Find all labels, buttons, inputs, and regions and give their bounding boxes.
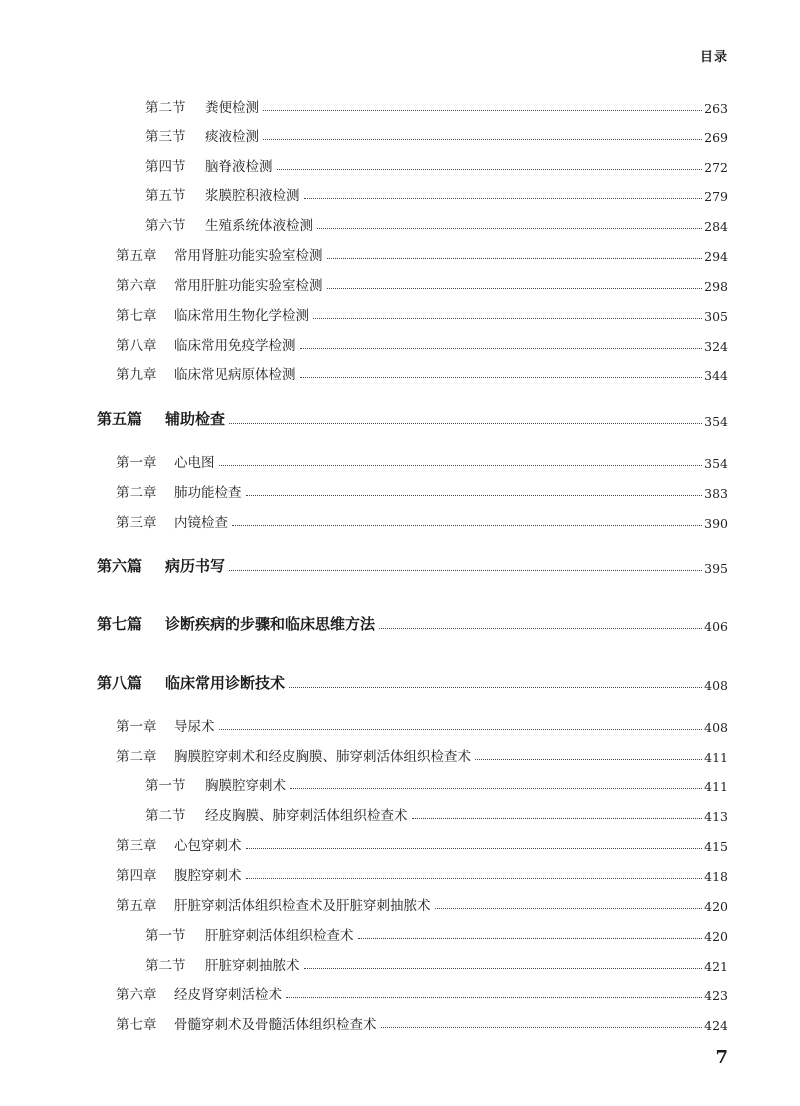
dot-leader: [358, 938, 703, 939]
toc-entry-page: 390: [704, 516, 728, 531]
toc-entry-label: 第七章: [116, 1017, 157, 1033]
toc-entry-page: 305: [704, 309, 728, 324]
dot-leader: [289, 687, 702, 688]
toc-entry-label: 第九章: [116, 367, 157, 383]
dot-leader: [381, 1027, 703, 1028]
toc-entry-page: 324: [704, 339, 728, 354]
toc-entry-page: 354: [704, 414, 728, 429]
toc-entry-page: 344: [704, 368, 728, 383]
toc-entry-title: 临床常用生物化学检测: [174, 308, 309, 324]
dot-leader: [300, 348, 703, 349]
toc-entry-label: 第五节: [145, 188, 186, 204]
dot-leader: [435, 908, 703, 909]
toc-entry-label: 第三节: [145, 129, 186, 145]
toc-entry-page: 263: [704, 101, 728, 116]
toc-entry-page: 420: [704, 899, 728, 914]
dot-leader: [277, 169, 703, 170]
toc-entry-page: 383: [704, 486, 728, 501]
dot-leader: [229, 570, 702, 571]
toc-entry-page: 415: [704, 839, 728, 854]
toc-entry-title: 经皮肾穿刺活检术: [174, 987, 282, 1003]
dot-leader: [300, 377, 703, 378]
toc-entry-title: 脑脊液检测: [205, 159, 273, 175]
toc-entry-label: 第六章: [116, 987, 157, 1003]
toc-entry-page: 294: [704, 249, 728, 264]
toc-entry-title: 诊断疾病的步骤和临床思维方法: [165, 615, 376, 633]
toc-entry-label: 第一章: [116, 455, 157, 471]
dot-leader: [327, 258, 703, 259]
running-header: 目录: [699, 50, 728, 65]
toc-entry-page: 411: [704, 750, 728, 765]
toc-entry[interactable]: [145, 924, 728, 944]
toc-entry-label: 第七篇: [97, 615, 143, 633]
toc-entry-page: 418: [704, 869, 728, 884]
toc-entry-title: 浆膜腔积液检测: [205, 188, 300, 204]
toc-entry-label: 第一章: [116, 719, 157, 735]
dot-leader: [286, 997, 702, 998]
toc-entry-label: 第二节: [145, 958, 186, 974]
toc-entry-page: 298: [704, 279, 728, 294]
toc-entry-label: 第五章: [116, 898, 157, 914]
toc-entry-page: 269: [704, 130, 728, 145]
dot-leader: [379, 628, 702, 629]
toc-entry-page: 408: [704, 678, 728, 693]
toc-entry[interactable]: [145, 125, 728, 145]
toc-entry-label: 第二节: [145, 808, 186, 824]
toc-entry-page: 423: [704, 988, 728, 1003]
toc-entry[interactable]: [116, 334, 728, 354]
toc-entry-title: 内镜检查: [174, 515, 228, 531]
toc-entry-label: 第一节: [145, 928, 186, 944]
dot-leader: [246, 495, 703, 496]
toc-entry[interactable]: [116, 244, 728, 264]
toc-entry[interactable]: [116, 894, 728, 914]
toc-entry-label: 第八章: [116, 338, 157, 354]
dot-leader: [327, 288, 703, 289]
dot-leader: [263, 139, 702, 140]
toc-entry-title: 导尿术: [174, 719, 215, 735]
page-number: 7: [715, 1047, 728, 1068]
dot-leader: [229, 423, 702, 424]
toc-entry-label: 第六节: [145, 218, 186, 234]
toc-entry-page: 411: [704, 779, 728, 794]
toc-entry[interactable]: [116, 363, 728, 383]
toc-entry[interactable]: [116, 715, 728, 735]
toc-entry-page: 421: [704, 959, 728, 974]
toc-entry-title: 病历书写: [165, 557, 226, 575]
toc-entry[interactable]: [145, 804, 728, 824]
toc-part-entry[interactable]: [97, 673, 728, 693]
toc-entry-title: 常用肾脏功能实验室检测: [174, 248, 323, 264]
toc-entry-page: 395: [704, 561, 728, 576]
toc-entry-title: 腹腔穿刺术: [174, 868, 242, 884]
toc-entry-title: 肺功能检查: [174, 485, 242, 501]
toc-entry[interactable]: [116, 864, 728, 884]
toc-entry[interactable]: [145, 214, 728, 234]
toc-entry-page: 406: [704, 619, 728, 634]
toc-entry-page: 284: [704, 219, 728, 234]
toc-entry[interactable]: [145, 96, 728, 116]
toc-entry-label: 第四章: [116, 868, 157, 884]
toc-entry-title: 常用肝脏功能实验室检测: [174, 278, 323, 294]
toc-entry[interactable]: [145, 184, 728, 204]
toc-entry-title: 胸膜腔穿刺术和经皮胸膜、肺穿刺活体组织检查术: [174, 749, 471, 765]
toc-entry-title: 临床常用诊断技术: [165, 674, 286, 692]
toc-entry-label: 第二章: [116, 485, 157, 501]
dot-leader: [304, 198, 703, 199]
dot-leader: [219, 729, 703, 730]
dot-leader: [219, 465, 703, 466]
toc-entry-page: 408: [704, 720, 728, 735]
toc-entry-label: 第一节: [145, 778, 186, 794]
toc-entry-title: 肝脏穿刺抽脓术: [205, 958, 300, 974]
dot-leader: [246, 848, 703, 849]
toc-entry-page: 420: [704, 929, 728, 944]
toc-entry[interactable]: [116, 745, 728, 765]
toc-entry[interactable]: [145, 155, 728, 175]
toc-entry-title: 临床常用免疫学检测: [174, 338, 296, 354]
toc-entry[interactable]: [116, 834, 728, 854]
toc-part-entry[interactable]: [97, 614, 728, 634]
toc-part-entry[interactable]: [97, 409, 728, 429]
toc-entry-title: 痰液检测: [205, 129, 259, 145]
dot-leader: [246, 878, 703, 879]
toc-entry-label: 第五篇: [97, 410, 143, 428]
toc-entry[interactable]: [116, 304, 728, 324]
toc-entry-page: 272: [704, 160, 728, 175]
toc-entry-title: 胸膜腔穿刺术: [205, 778, 286, 794]
toc-entry-label: 第六章: [116, 278, 157, 294]
toc-entry[interactable]: [116, 983, 728, 1003]
dot-leader: [412, 818, 703, 819]
toc-entry-page: 279: [704, 189, 728, 204]
toc-entry-title: 肝脏穿刺活体组织检查术: [205, 928, 354, 944]
toc-entry-title: 肝脏穿刺活体组织检查术及肝脏穿刺抽脓术: [174, 898, 431, 914]
toc-entry-label: 第三章: [116, 515, 157, 531]
toc-entry-label: 第六篇: [97, 557, 143, 575]
toc-part-entry[interactable]: [97, 556, 728, 576]
toc-entry-label: 第八篇: [97, 674, 143, 692]
toc-entry-label: 第五章: [116, 248, 157, 264]
dot-leader: [263, 110, 702, 111]
toc-entry-title: 心包穿刺术: [174, 838, 242, 854]
dot-leader: [304, 968, 703, 969]
toc-entry-label: 第二章: [116, 749, 157, 765]
dot-leader: [232, 525, 702, 526]
toc-entry-title: 经皮胸膜、肺穿刺活体组织检查术: [205, 808, 408, 824]
toc-entry-title: 生殖系统体液检测: [205, 218, 313, 234]
toc-entry[interactable]: [116, 511, 728, 531]
toc-entry[interactable]: [116, 451, 728, 471]
toc-entry-page: 354: [704, 456, 728, 471]
toc-entry[interactable]: [116, 274, 728, 294]
toc-entry-label: 第七章: [116, 308, 157, 324]
toc-entry-title: 辅助检查: [165, 410, 226, 428]
toc-entry-page: 424: [704, 1018, 728, 1033]
toc-entry-page: 413: [704, 809, 728, 824]
dot-leader: [317, 228, 702, 229]
toc-entry-title: 骨髓穿刺术及骨髓活体组织检查术: [174, 1017, 377, 1033]
toc-entry-label: 第三章: [116, 838, 157, 854]
toc-entry[interactable]: [116, 1013, 728, 1033]
toc-entry-title: 粪便检测: [205, 100, 259, 116]
toc-entry[interactable]: [116, 481, 728, 501]
toc-entry-label: 第二节: [145, 100, 186, 116]
dot-leader: [475, 759, 702, 760]
toc-entry-title: 临床常见病原体检测: [174, 367, 296, 383]
dot-leader: [290, 788, 702, 789]
toc-entry-title: 心电图: [174, 455, 215, 471]
toc-entry[interactable]: [145, 774, 728, 794]
toc-entry-label: 第四节: [145, 159, 186, 175]
dot-leader: [313, 318, 702, 319]
toc-entry[interactable]: [145, 954, 728, 974]
